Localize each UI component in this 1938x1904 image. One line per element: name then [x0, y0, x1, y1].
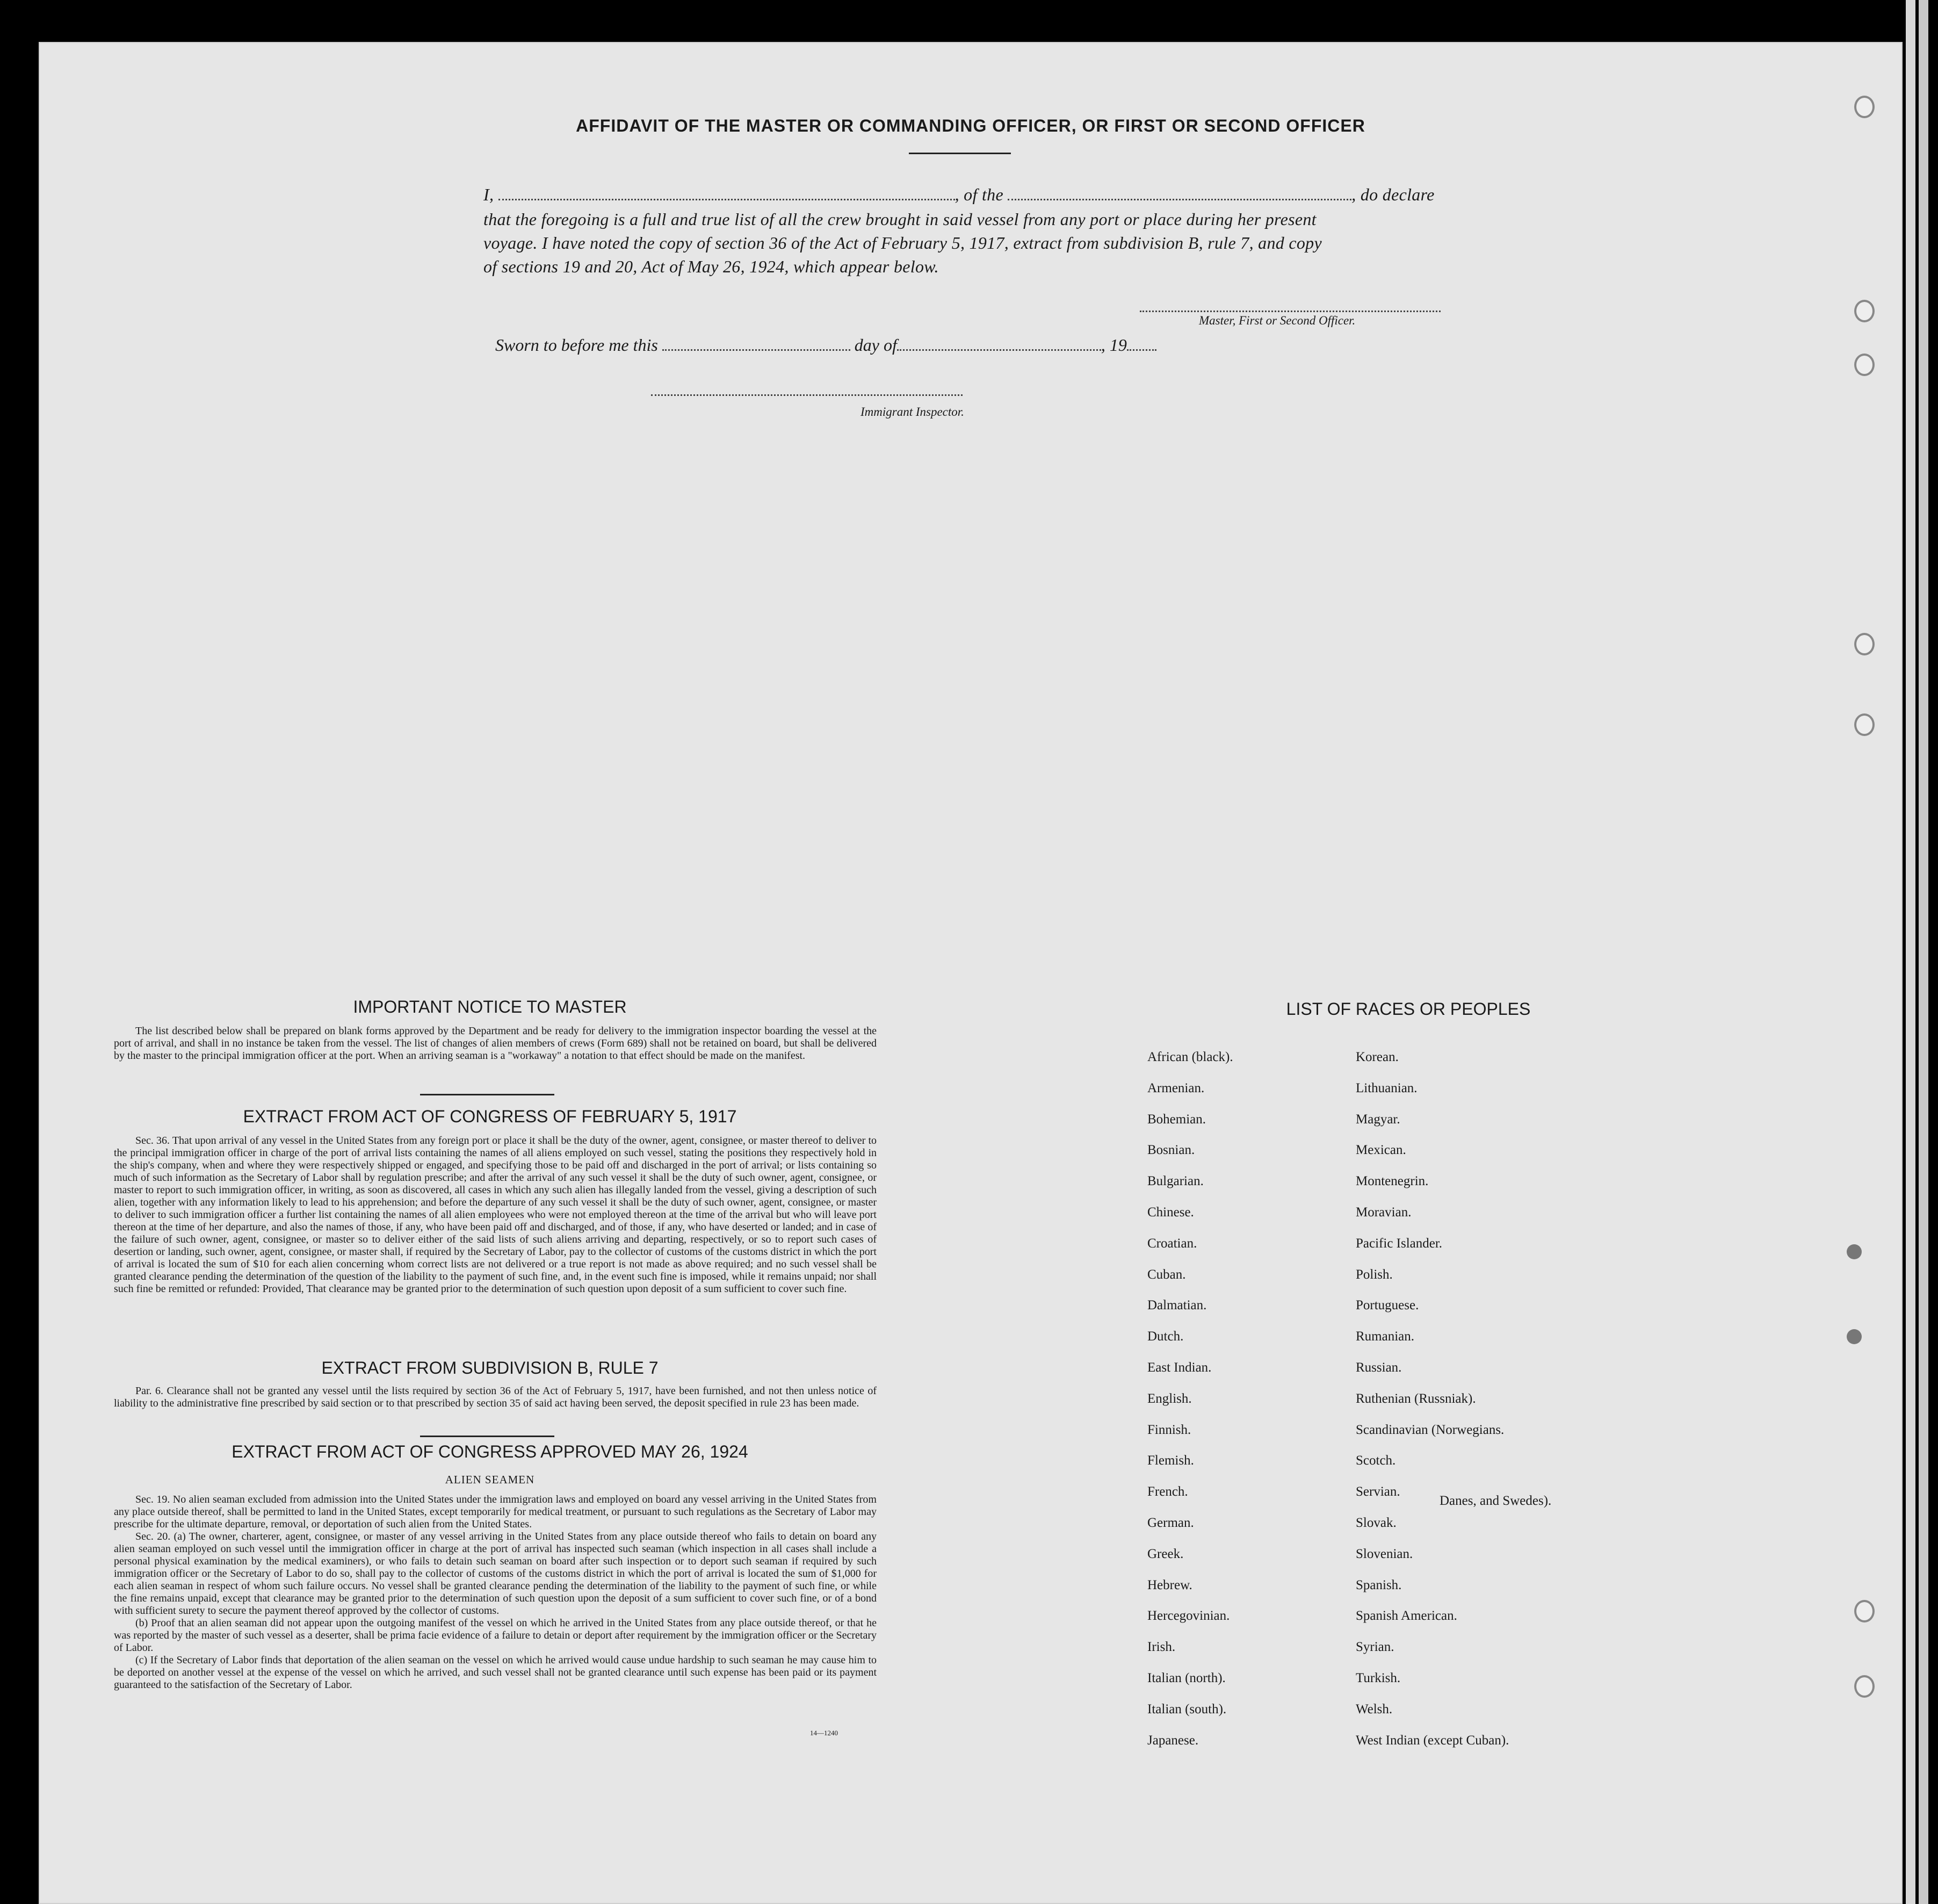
- divider: [909, 153, 1011, 154]
- sec20b-body: (b) Proof that an alien seaman did not appear upon the outgoing manifest of the vessel on which he arrived in the United States from any place outside thereof, or that he was reported by the master of such vessel as a deserter, shall be prima facie evidence of a failure to detain or deport after requirement by the immigration officer or the Secretary of Labor.: [114, 1617, 877, 1654]
- page-edge: [1919, 0, 1928, 1904]
- binder-hole: [1854, 1675, 1875, 1698]
- month-blank: [897, 349, 1101, 351]
- race-entry: Syrian.: [1356, 1640, 1394, 1655]
- race-entry: Scandinavian (Norwegians.: [1356, 1422, 1505, 1437]
- races-title: LIST OF RACES OR PEOPLES: [1286, 999, 1531, 1019]
- race-entry: Rumanian.: [1356, 1329, 1415, 1344]
- binder-hole: [1847, 1329, 1862, 1344]
- signature-blank: [1140, 311, 1441, 312]
- form-number: 14—1240: [810, 1729, 838, 1737]
- race-entry: Spanish American.: [1356, 1609, 1457, 1624]
- race-entry: Italian (north).: [1147, 1671, 1226, 1685]
- sworn-text: day of: [854, 335, 897, 355]
- race-entry: Greek.: [1147, 1546, 1184, 1561]
- race-entry: Armenian.: [1147, 1080, 1205, 1095]
- race-entry: Polish.: [1356, 1267, 1393, 1282]
- inspector-label: Immigrant Inspector.: [860, 405, 964, 419]
- sworn-text: Sworn to before me this: [495, 335, 658, 355]
- race-entry: English.: [1147, 1391, 1192, 1406]
- extract-1924-box: [114, 1494, 877, 1691]
- affidavit-line-2: that the foregoing is a full and true list of all the crew brought in said vessel from any port or place during her present: [483, 210, 1317, 229]
- divider: [420, 1436, 554, 1437]
- binder-hole: [1854, 713, 1875, 736]
- race-entry: Hebrew.: [1147, 1577, 1192, 1592]
- affidavit-text: , of the: [954, 185, 1003, 204]
- rule7-title: EXTRACT FROM SUBDIVISION B, RULE 7: [321, 1358, 659, 1377]
- affidavit-text: , do declare: [1351, 185, 1435, 204]
- race-entry: Dutch.: [1147, 1329, 1184, 1344]
- year-blank: [1127, 349, 1156, 351]
- binder-hole: [1854, 96, 1875, 118]
- binder-hole: [1854, 354, 1875, 376]
- race-entry: Montenegrin.: [1356, 1174, 1429, 1189]
- divider: [420, 1094, 554, 1095]
- name-blank: [498, 199, 955, 200]
- officer-label: Master, First or Second Officer.: [1199, 314, 1356, 327]
- affidavit-line-1: [483, 185, 1515, 205]
- binder-hole: [1847, 1244, 1862, 1259]
- race-entry: Japanese.: [1147, 1733, 1199, 1748]
- race-entry: Portuguese.: [1356, 1298, 1419, 1313]
- race-entry: Servian.: [1356, 1484, 1400, 1499]
- race-entry: Spanish.: [1356, 1577, 1402, 1592]
- sworn-line: [495, 335, 1156, 355]
- race-entry: Scotch.: [1356, 1453, 1396, 1468]
- race-entry: Italian (south).: [1147, 1701, 1227, 1717]
- race-entry: Bulgarian.: [1147, 1174, 1204, 1189]
- race-entry: Cuban.: [1147, 1267, 1186, 1282]
- rule7-box: [114, 1385, 877, 1410]
- rule7-body: Par. 6. Clearance shall not be granted any vessel until the lists required by section 36 of the Act of February 5, 1917, have been furnished, and not then unless notice of liability to the administrative fine prescribed by said section or to that prescribed by section 35 of said act having been served, the deposit specified in rule 23 has been made.: [114, 1385, 877, 1409]
- race-entry-continued: Danes, and Swedes).: [1440, 1494, 1552, 1508]
- race-entry: German.: [1147, 1516, 1194, 1530]
- race-entry: Ruthenian (Russniak).: [1356, 1391, 1476, 1406]
- race-entry: Turkish.: [1356, 1671, 1401, 1685]
- extract-1924-title: EXTRACT FROM ACT OF CONGRESS APPROVED MAY 26, 1924: [232, 1442, 748, 1461]
- race-entry: Moravian.: [1356, 1205, 1412, 1220]
- race-entry: Dalmatian.: [1147, 1298, 1207, 1313]
- race-entry: Slovak.: [1356, 1516, 1397, 1530]
- race-entry: Magyar.: [1356, 1112, 1400, 1127]
- notice-title: IMPORTANT NOTICE TO MASTER: [353, 997, 627, 1016]
- race-entry: Bohemian.: [1147, 1112, 1206, 1127]
- extract-1917-body: Sec. 36. That upon arrival of any vessel in the United States from any foreign port or place it shall be the duty of the owner, agent, consignee, or master thereof to deliver to the principal immigration officer in charge of the port of arrival lists containing the names of all aliens employed on such vessel, stating the positions they respectively hold in the ship's company, when and where they were respectively shipped or engaged, and specifying those to be paid off and discharged in the port of arrival; or lists containing so much of such information as the Secretary of Labor shall by regulation prescribe; and after the arrival of any such vessel it shall be the duty of such owner, agent, consignee, or master to report to such immigration officer, in writing, as soon as discovered, all cases in which any such alien has illegally landed from the vessel, giving a description of such alien, together with any information likely to lead to his apprehension; and before the departure of any such vessel it shall be the duty of such owner, agent, consignee, or master to deliver to such immigration officer a further list containing the names of all alien employees who were not employed thereon at the time of the arrival but who will leave port thereon at the time of her departure, and also the names of those, if any, who have been paid off and discharged, and of those, if any, who have deserted or landed; and in case of the failure of such owner, agent, consignee, or master so to deliver either of the said lists of such aliens arriving and departing, respectively, or so to report such cases of desertion or landing, such owner, agent, consignee, or master shall, if required by the Secretary of Labor, pay to the collector of customs of the customs district in which the port of arrival is located the sum of $10 for each alien concerning whom correct lists are not delivered or a true report is not made as above required; and no such vessel shall be granted clearance pending the determination of the question of the liability to the payment of such fine, and, in the event such fine is imposed, while it remains unpaid; nor shall such fine be remitted or refunded: Provided, That clearance may be granted prior to the determination of such question upon deposit of a sum sufficient to cover such fine.: [114, 1135, 877, 1295]
- binder-hole: [1854, 300, 1875, 322]
- race-entry: Korean.: [1356, 1050, 1399, 1064]
- race-entry: Bosnian.: [1147, 1143, 1195, 1158]
- sec20a-body: Sec. 20. (a) The owner, charterer, agent, consignee, or master of any vessel arriving in the United States from any place outside thereof who fails to detain on board any alien seaman employed on such vessel until the immigration officer in charge at the port of arrival has inspected such seaman (which inspection in all cases shall include a personal physical examination by the medical examiners), or who fails to detain such seaman on board after such inspection or to deport such seaman if required by such immigration officer or the Secretary of Labor to do so, shall pay to the collector of customs of the customs district in which the port of arrival is located the sum of $1,000 for each alien seaman in respect of whom such failure occurs. No vessel shall be granted clearance pending the determination of the liability to the payment of such fine, or while the fine remains unpaid, except that clearance may be granted prior to the determination of such question upon the deposit of a sum sufficient to cover such fine, or of a bond with sufficient surety to secure the payment thereof approved by the collector of customs.: [114, 1531, 877, 1617]
- sec19-body: Sec. 19. No alien seaman excluded from admission into the United States under the immigration laws and employed on board any vessel arriving in the United States from any place outside thereof, shall be permitted to land in the United States, except temporarily for medical treatment, or pursuant to such regulations as the Secretary of Labor may prescribe for the ultimate departure, removal, or deportation of such alien from the United States.: [114, 1494, 877, 1530]
- race-entry: Irish.: [1147, 1640, 1176, 1655]
- race-entry: Slovenian.: [1356, 1546, 1413, 1561]
- binder-hole: [1854, 633, 1875, 655]
- alien-seamen-subtitle: ALIEN SEAMEN: [445, 1473, 535, 1486]
- race-entry: Flemish.: [1147, 1453, 1194, 1468]
- day-blank: [662, 349, 850, 351]
- race-entry: East Indian.: [1147, 1360, 1212, 1375]
- extract-1917-title: EXTRACT FROM ACT OF CONGRESS OF FEBRUARY 5, 1917: [243, 1107, 737, 1126]
- notice-body: The list described below shall be prepared on blank forms approved by the Department and be ready for delivery to the immigration inspector boarding the vessel at the port of arrival, and shall in no instance be taken from the vessel. The list of changes of alien members of crews (Form 689) shall not be retained on board, but shall be delivered by the master to the principal immigration officer at the port. When an arriving seaman is a "workaway" a notation to that effect should be made on the manifest.: [114, 1025, 877, 1062]
- race-entry: Finnish.: [1147, 1422, 1191, 1437]
- notice-body-box: [114, 1025, 877, 1062]
- race-entry: Pacific Islander.: [1356, 1236, 1443, 1251]
- affidavit-line-4: of sections 19 and 20, Act of May 26, 1924, which appear below.: [483, 257, 939, 276]
- race-entry: Mexican.: [1356, 1143, 1406, 1158]
- binder-hole: [1854, 1600, 1875, 1622]
- race-entry: Croatian.: [1147, 1236, 1197, 1251]
- inspector-signature-blank: [651, 394, 963, 396]
- sec20c-body: (c) If the Secretary of Labor finds that deportation of the alien seaman on the vessel on which he arrived would cause undue hardship to such seaman he may cause him to be deported on another vessel at the expense of the vessel on which he arrived, and such vessel shall not be granted clearance until such expense has been paid or its payment guaranteed to the satisfaction of the Secretary of Labor.: [114, 1654, 877, 1691]
- race-entry: Lithuanian.: [1356, 1080, 1418, 1095]
- race-entry: French.: [1147, 1484, 1188, 1499]
- race-entry: Hercegovinian.: [1147, 1609, 1230, 1624]
- affidavit-line-3: voyage. I have noted the copy of section 36 of the Act of February 5, 1917, extract from subdivision B, rule 7, and copy: [483, 233, 1322, 253]
- sworn-text: , 19: [1101, 335, 1127, 355]
- race-entry: Welsh.: [1356, 1701, 1393, 1717]
- race-entry: West Indian (except Cuban).: [1356, 1733, 1509, 1748]
- race-entry: Chinese.: [1147, 1205, 1194, 1220]
- affidavit-title: AFFIDAVIT OF THE MASTER OR COMMANDING OFFICER, OR FIRST OR SECOND OFFICER: [576, 116, 1365, 135]
- document-page: [39, 42, 1903, 1904]
- race-entry: African (black).: [1147, 1050, 1233, 1064]
- extract-1917-box: [114, 1135, 877, 1295]
- vessel-blank: [1008, 199, 1351, 200]
- race-entry: Russian.: [1356, 1360, 1402, 1375]
- affidavit-text: I,: [483, 185, 494, 204]
- page-edge: [1906, 0, 1915, 1904]
